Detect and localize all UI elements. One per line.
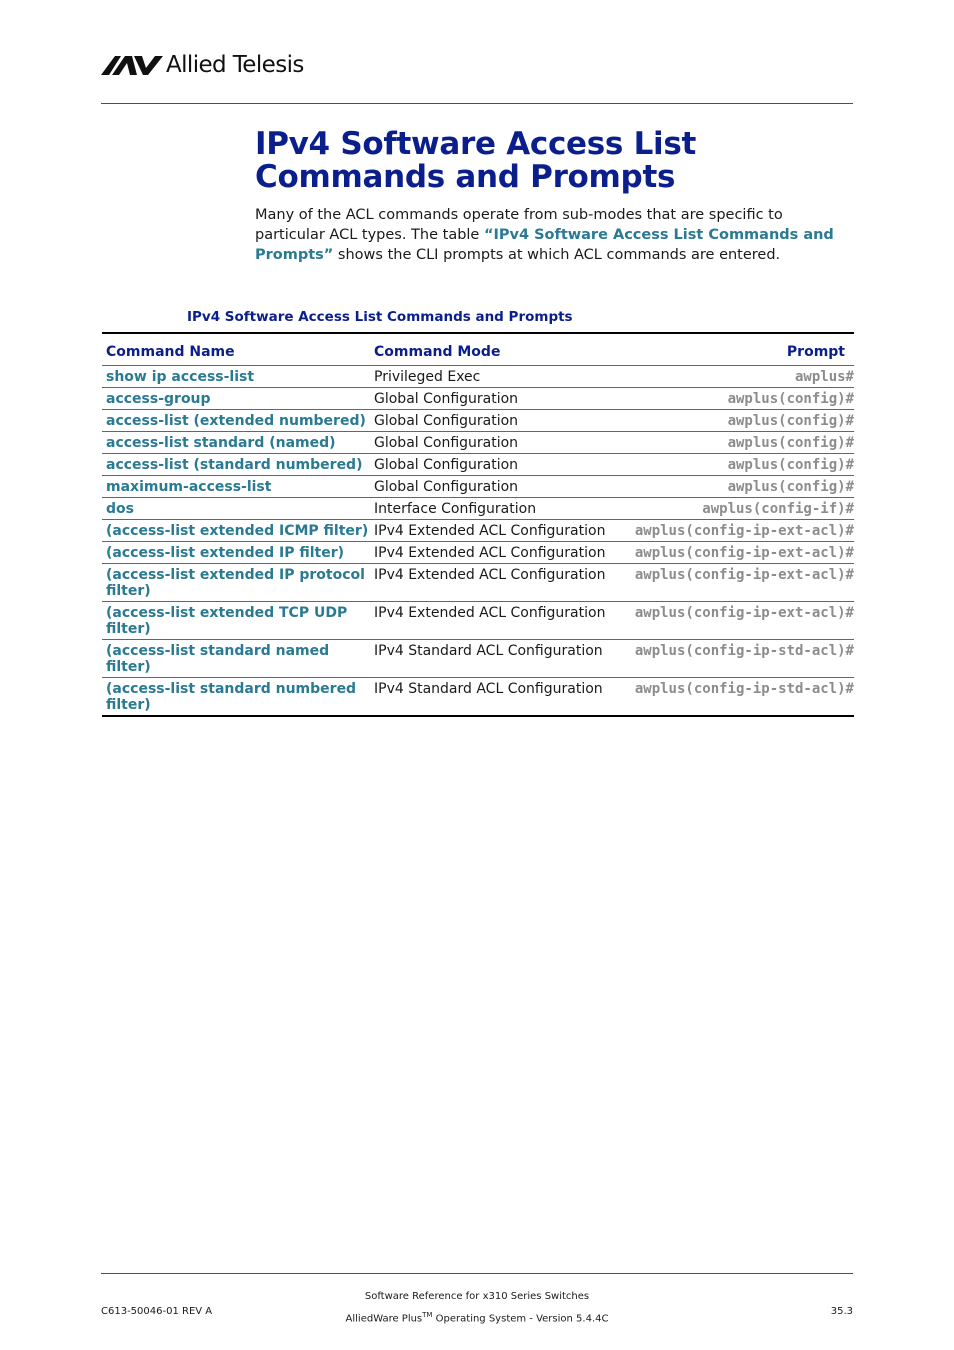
cli-prompt: awplus(config-if)#: [615, 497, 854, 519]
table-row: [102, 409, 854, 431]
footer-doc-title: Software Reference for x310 Series Switches: [364, 1291, 590, 1302]
command-name-link[interactable]: (access-list extended IP protocol filter): [102, 563, 370, 601]
table-row: [102, 639, 854, 677]
intro-text-start: Many of the ACL commands operate from sub-modes that are specific to particular ACL types. The table: [255, 207, 783, 243]
table-row: [102, 431, 854, 453]
table-row: [102, 519, 854, 541]
intro-text-end: shows the CLI prompts at which ACL commands are entered.: [333, 247, 781, 263]
command-name-link[interactable]: access-group: [102, 387, 370, 409]
command-name-link[interactable]: access-list (extended numbered): [102, 409, 370, 431]
table-row: [102, 497, 854, 519]
command-mode: IPv4 Standard ACL Configuration: [370, 639, 615, 677]
command-mode: Global Configuration: [370, 431, 615, 453]
command-mode: Global Configuration: [370, 475, 615, 497]
command-name-link[interactable]: (access-list extended ICMP filter): [102, 519, 370, 541]
cli-prompt: awplus(config-ip-std-acl)#: [615, 639, 854, 677]
footer-doc-id: C613-50046-01 REV A: [101, 1306, 213, 1317]
command-mode: Interface Configuration: [370, 497, 615, 519]
table-row: [102, 475, 854, 497]
table-row: [102, 387, 854, 409]
footer-page-number: 35.3: [830, 1306, 853, 1317]
footer-rule: [101, 1273, 853, 1274]
footer-os-name: AlliedWare Plus: [345, 1313, 423, 1325]
logo-text: Allied Telesis: [166, 52, 304, 78]
command-mode: Privileged Exec: [370, 365, 615, 387]
command-mode: IPv4 Extended ACL Configuration: [370, 519, 615, 541]
footer-os-version-text: Operating System - Version 5.4.4C: [432, 1313, 609, 1325]
cli-prompt: awplus(config-ip-ext-acl)#: [615, 519, 854, 541]
page-title: IPv4 Software Access List Commands and Prompts: [255, 126, 697, 195]
column-header-command-mode: Command Mode: [370, 333, 615, 365]
table-row: [102, 541, 854, 563]
table-row: [102, 601, 854, 639]
table-row: [102, 453, 854, 475]
cli-prompt: awplus(config)#: [615, 431, 854, 453]
command-name-link[interactable]: access-list (standard numbered): [102, 453, 370, 475]
acl-commands-table: [102, 332, 854, 717]
command-name-link[interactable]: (access-list extended IP filter): [102, 541, 370, 563]
column-header-prompt: Prompt: [615, 333, 854, 365]
table-row: [102, 677, 854, 716]
logo-mark-icon: [101, 55, 163, 75]
command-name-link[interactable]: (access-list standard numbered filter): [106, 680, 357, 713]
command-name-link[interactable]: access-list standard (named): [102, 431, 370, 453]
cli-prompt: awplus(config-ip-std-acl)#: [634, 680, 854, 697]
cli-prompt: awplus#: [615, 365, 854, 387]
command-name-link[interactable]: (access-list extended TCP UDP filter): [102, 601, 370, 639]
table-row: [102, 365, 854, 387]
command-mode: IPv4 Extended ACL Configuration: [370, 541, 615, 563]
command-mode: IPv4 Extended ACL Configuration: [370, 563, 615, 601]
command-mode: IPv4 Standard ACL Configuration: [374, 680, 603, 697]
header-rule: [101, 103, 853, 104]
table-reference-link[interactable]: “IPv4 Software Access List Commands and Prompts”: [255, 227, 834, 263]
command-name-link[interactable]: maximum-access-list: [102, 475, 370, 497]
cli-prompt: awplus(config)#: [615, 409, 854, 431]
cli-prompt: awplus(config)#: [615, 387, 854, 409]
cli-prompt: awplus(config)#: [615, 453, 854, 475]
command-mode: Global Configuration: [370, 453, 615, 475]
command-mode: Global Configuration: [370, 409, 615, 431]
intro-paragraph: [255, 205, 845, 265]
command-name-link[interactable]: show ip access-list: [102, 365, 370, 387]
allied-telesis-logo: [101, 50, 304, 80]
table-header-row: [102, 333, 854, 365]
command-mode: Global Configuration: [370, 387, 615, 409]
cli-prompt: awplus(config-ip-ext-acl)#: [615, 601, 854, 639]
column-header-command-name: Command Name: [102, 333, 370, 365]
cli-prompt: awplus(config-ip-ext-acl)#: [615, 563, 854, 601]
trademark-mark: TM: [422, 1311, 433, 1319]
command-mode: IPv4 Extended ACL Configuration: [370, 601, 615, 639]
table-row: [102, 563, 854, 601]
command-name-link[interactable]: (access-list standard named filter): [102, 639, 370, 677]
command-name-link[interactable]: dos: [102, 497, 370, 519]
cli-prompt: awplus(config-ip-ext-acl)#: [615, 541, 854, 563]
table-caption: IPv4 Software Access List Commands and Prompts: [187, 309, 573, 325]
cli-prompt: awplus(config)#: [615, 475, 854, 497]
